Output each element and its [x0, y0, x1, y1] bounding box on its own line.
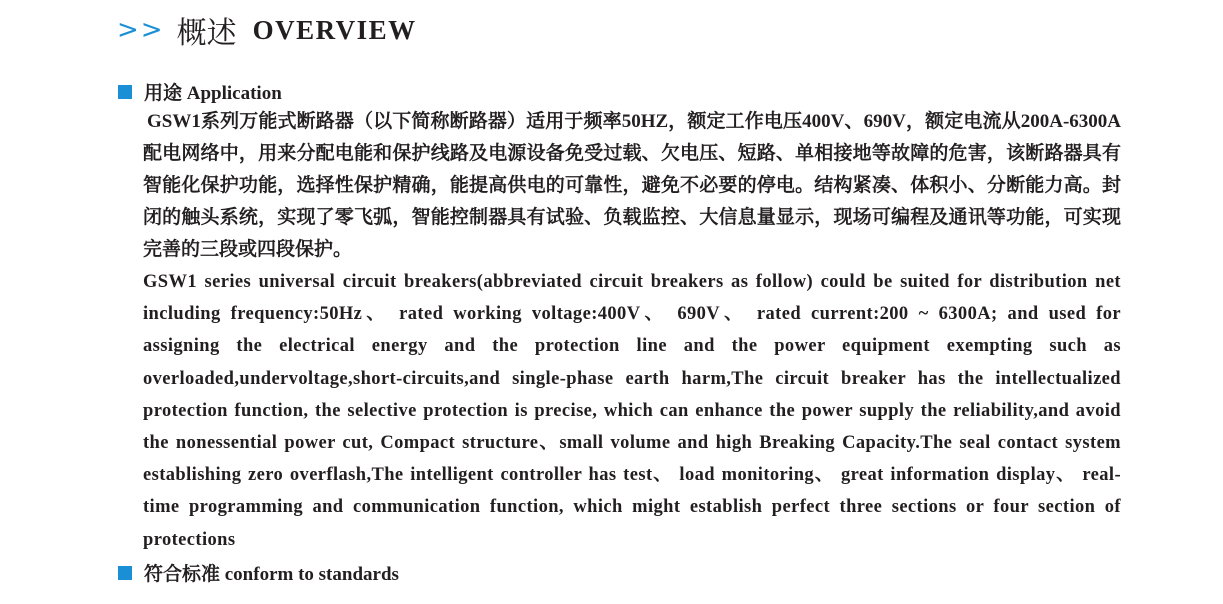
blue-square-icon: [118, 85, 132, 99]
section-heading-label: 符合标准 conform to standards: [144, 564, 399, 585]
page-title-en: OVERVIEW: [252, 14, 417, 45]
section-heading-label: 用途 Application: [144, 83, 282, 104]
section-heading-standards: [118, 559, 399, 586]
section-heading-application: [118, 78, 282, 105]
page-header: [117, 8, 417, 52]
page-title-cn: 概述: [176, 16, 237, 51]
application-paragraph-en: GSW1 series universal circuit breakers(abbreviated circuit breakers as follow) could be suited for distribution net including frequency:50Hz、 rated working voltage:400V、 690V、 rated current:200 ~ 6300A; and used for assigning the electrical energy and the protection line and the power equipment exempting such as overloaded,undervoltage,short-circuits,and single-phase earth harm,The circuit breaker has the intellectualized protection function, the selective protection is precise, which can enhance the power supply the reliability,and avoid the nonessential power cut, Compact structure、small volume and high Breaking Capacity.The seal contact system establishing zero overflash,The intelligent controller has test、 load monitoring、 great information display、 real-time programming and communication function, which might establish perfect three sections or four section of protections: [143, 272, 1121, 550]
header-arrows-icon: >>: [117, 15, 165, 45]
application-paragraph-cn: GSW1系列万能式断路器（以下简称断路器）适用于频率50HZ，额定工作电压400V、690V，额定电流从200A-6300A配电网络中，用来分配电能和保护线路及电源设备免受过载、欠电压、短路、单相接地等故障的危害，该断路器具有智能化保护功能，选择性保护精确，能提高供电的可靠性，避免不必要的停电。结构紧凑、体积小、分断能力高。封闭的触头系统，实现了零飞弧，智能控制器具有试验、负载监控、大信息量显示，现场可编程及通讯等功能，可实现完善的三段或四段保护。: [143, 111, 1121, 260]
blue-square-icon: [118, 566, 132, 580]
